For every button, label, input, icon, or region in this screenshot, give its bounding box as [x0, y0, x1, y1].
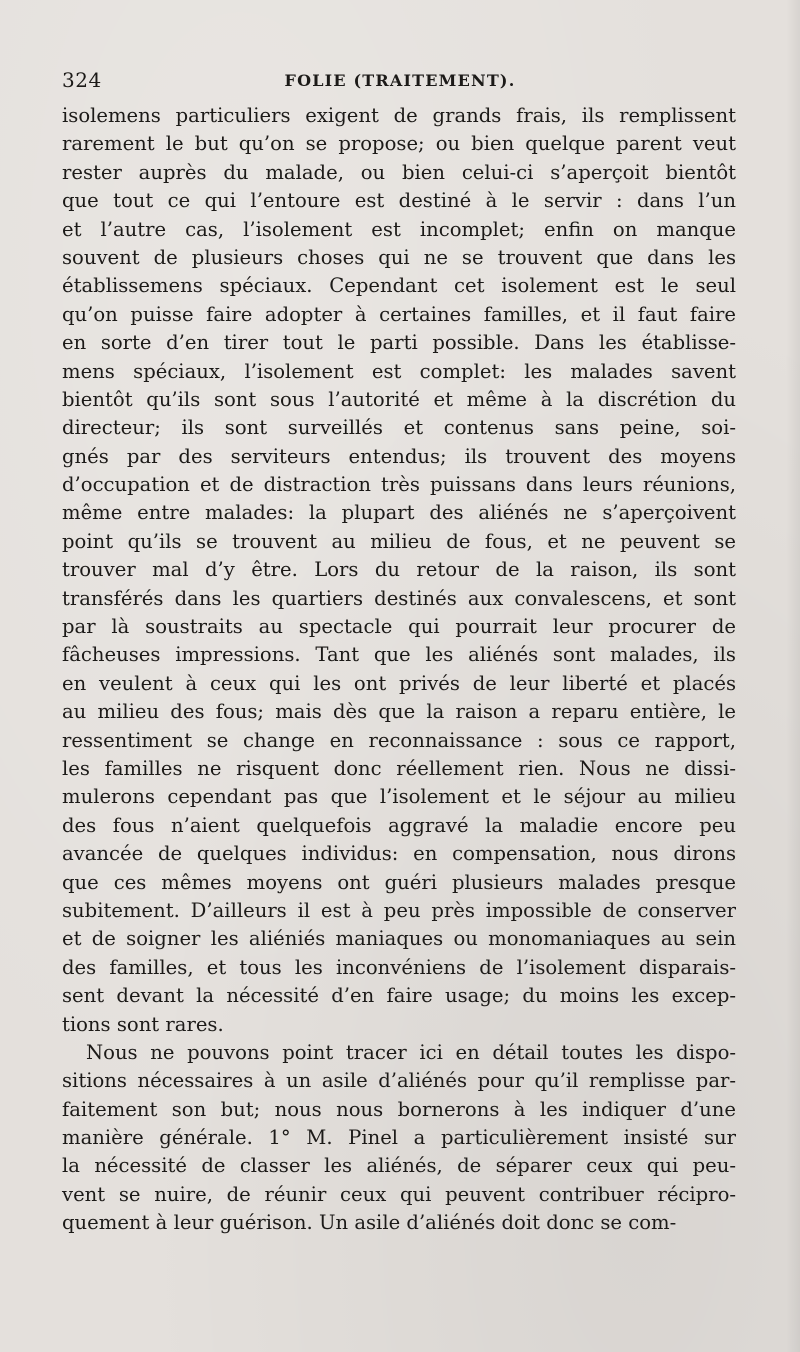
text-line: en sorte d’en tirer tout le parti possible. Dans les établisse-: [62, 331, 736, 355]
text-line: fâcheuses impressions. Tant que les aliénés sont malades, ils: [62, 643, 736, 667]
text-line: sitions nécessaires à un asile d’aliénés pour qu’il remplisse par-: [62, 1069, 736, 1093]
text-line: en veulent à ceux qui les ont privés de leur liberté et placés: [62, 671, 736, 695]
body-text: [62, 102, 736, 1238]
paragraph: [62, 102, 736, 1039]
text-line: même entre malades: la plupart des aliénés ne s’aperçoivent: [62, 501, 736, 525]
text-line: que tout ce qui l’entoure est destiné à le servir : dans l’un: [62, 189, 736, 213]
text-line: rarement le but qu’on se propose; ou bien quelque parent veut: [62, 132, 736, 156]
text-line: gnés par des serviteurs entendus; ils trouvent des moyens: [62, 444, 736, 468]
text-line: rester auprès du malade, ou bien celui-ci s’aperçoit bientôt: [62, 160, 736, 184]
text-line: par là soustraits au spectacle qui pourrait leur procurer de: [62, 615, 736, 639]
text-line: avancée de quelques individus: en compensation, nous dirons: [62, 842, 736, 866]
text-line: qu’on puisse faire adopter à certaines familles, et il faut faire: [62, 302, 736, 326]
text-line: souvent de plusieurs choses qui ne se trouvent que dans les: [62, 245, 736, 269]
text-line: et l’autre cas, l’isolement est incomplet; enfin on manque: [62, 217, 736, 241]
text-line: isolemens particuliers exigent de grands frais, ils remplissent: [62, 104, 736, 127]
text-line: directeur; ils sont surveillés et contenus sans peine, soi-: [62, 416, 736, 440]
text-line: des fous n’aient quelquefois aggravé la maladie encore peu: [62, 813, 736, 837]
text-line: les familles ne risquent donc réellement rien. Nous ne dissi-: [62, 756, 736, 780]
text-line: subitement. D’ailleurs il est à peu près impossible de conserver: [62, 898, 736, 922]
text-line: faitement son but; nous nous bornerons à les indiquer d’une: [62, 1097, 736, 1121]
text-line: ressentiment se change en reconnaissance : sous ce rapport,: [62, 728, 736, 752]
text-line: d’occupation et de distraction très puissans dans leurs réunions,: [62, 473, 736, 497]
running-title: FOLIE (TRAITEMENT).: [284, 71, 516, 90]
text-line: au milieu des fous; mais dès que la raison a reparu entière, le: [62, 700, 736, 724]
text-line: sent devant la nécessité d’en faire usage; du moins les excep-: [62, 984, 736, 1008]
page-edge-shadow: [786, 0, 800, 1352]
text-line: tions sont rares.: [62, 1012, 224, 1036]
text-line: mens spéciaux, l’isolement est complet: les malades savent: [62, 359, 736, 383]
text-line: mulerons cependant pas que l’isolement et le séjour au milieu: [62, 785, 736, 809]
text-line: trouver mal d’y être. Lors du retour de la raison, ils sont: [62, 558, 736, 582]
text-line: la nécessité de classer les aliénés, de séparer ceux qui peu-: [62, 1154, 736, 1178]
text-line: point qu’ils se trouvent au milieu de fous, et ne peuvent se: [62, 529, 736, 553]
text-line: des familles, et tous les inconvéniens de l’isolement disparais-: [62, 955, 736, 979]
paragraph: [62, 1039, 736, 1238]
text-line: et de soigner les aliéniés maniaques ou monomaniaques au sein: [62, 927, 736, 951]
text-line: manière générale. 1° M. Pinel a particulièrement insisté sur: [62, 1126, 736, 1150]
text-line: que ces mêmes moyens ont guéri plusieurs malades presque: [62, 870, 736, 894]
page-number: 324: [62, 68, 102, 92]
page-header: [62, 68, 738, 100]
text-line: établissemens spéciaux. Cependant cet isolement est le seul: [62, 274, 736, 298]
text-line: quement à leur guérison. Un asile d’aliénés doit donc se com-: [62, 1211, 677, 1235]
text-line: vent se nuire, de réunir ceux qui peuvent contribuer récipro-: [62, 1182, 736, 1206]
text-line: bientôt qu’ils sont sous l’autorité et même à la discrétion du: [62, 387, 736, 411]
text-line: transférés dans les quartiers destinés aux convalescens, et sont: [62, 586, 736, 610]
text-line: Nous ne pouvons point tracer ici en détail toutes les dispo-: [86, 1040, 736, 1064]
